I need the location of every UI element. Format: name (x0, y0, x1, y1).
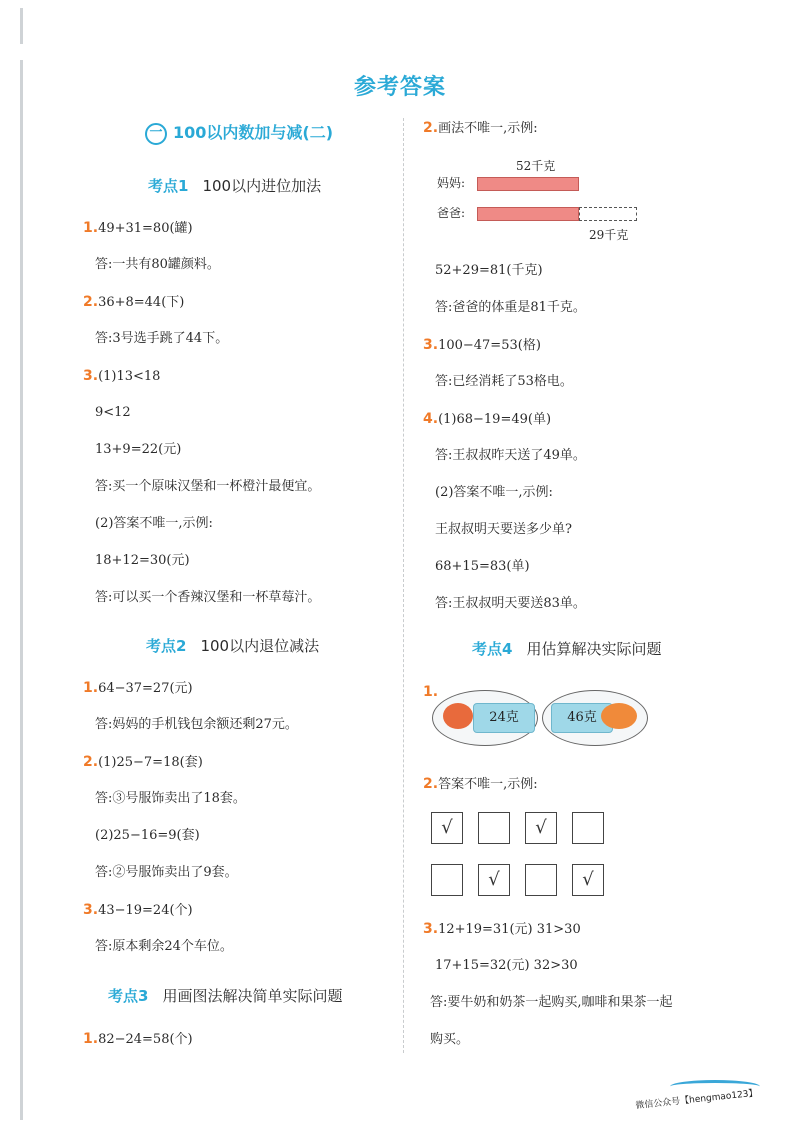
watermark: 微信公众号【hengmao123】 (635, 1088, 759, 1112)
column-divider (403, 118, 404, 1053)
kp2-label: 考点2 (146, 637, 187, 655)
kp1-label: 考点1 (148, 177, 189, 195)
kp3-heading (108, 985, 342, 1006)
answer-line: 4.(1)68−19=49(单) (423, 411, 552, 427)
answer-line: 3.43−19=24(个) (83, 902, 193, 918)
diagram-mom-label: 妈妈: (437, 176, 466, 190)
diagram-bottom-label: 29千克 (589, 228, 629, 242)
empty-box (431, 864, 463, 896)
diagram-top-label: 52千克 (516, 159, 556, 173)
empty-box (525, 864, 557, 896)
chapter-heading (145, 120, 333, 145)
kp4-title: 用估算解决实际问题 (526, 640, 662, 658)
answer-line: 1.64−37=27(元) (83, 680, 193, 696)
answer-line: 答:爸爸的体重是81千克。 (435, 300, 586, 315)
check-box (525, 812, 557, 844)
answer-line: 答:②号服饰卖出了9套。 (95, 865, 238, 880)
answer-line: 1.49+31=80(罐) (83, 220, 193, 236)
kp4-heading (472, 638, 661, 659)
answer-line: 9<12 (95, 405, 131, 420)
dad-bar (477, 207, 579, 221)
answer-line: 68+15=83(单) (435, 559, 530, 574)
answer-line: 2.答案不唯一,示例: (423, 776, 538, 792)
page-title: 参考答案 (353, 75, 446, 100)
check-mark-icon: √ (441, 817, 453, 838)
answer-line: 答:③号服饰卖出了18套。 (95, 791, 246, 806)
fish-oval-2 (542, 690, 648, 746)
answer-line: 3.12+19=31(元) 31>30 (423, 921, 581, 937)
margin-line (20, 60, 23, 1120)
check-mark-icon: √ (582, 869, 594, 890)
answer-line: 3.100−47=53(格) (423, 337, 541, 353)
answer-line: 17+15=32(元) 32>30 (435, 958, 578, 973)
empty-box (572, 812, 604, 844)
answer-line: 18+12=30(元) (95, 553, 190, 568)
answer-line: 答:买一个原味汉堡和一杯橙汁最便宜。 (95, 479, 321, 494)
fish-weight-2: 46克 (551, 703, 613, 733)
mom-bar (477, 177, 579, 191)
chapter-number: 一 (145, 123, 167, 145)
check-mark-icon: √ (488, 869, 500, 890)
answer-line: (2)答案不唯一,示例: (95, 516, 213, 531)
kp3-label: 考点3 (108, 987, 149, 1005)
dad-extra-bar (579, 207, 637, 221)
check-box (431, 812, 463, 844)
answer-line: 2.(1)25−7=18(套) (83, 754, 203, 770)
answer-line: 答:要牛奶和奶茶一起购买,咖啡和果茶一起 (430, 995, 673, 1010)
answer-line: 答:王叔叔明天要送83单。 (435, 596, 586, 611)
answer-line: 答:3号选手跳了44下。 (95, 331, 229, 346)
kp1-heading (148, 175, 321, 196)
check-box (478, 864, 510, 896)
answer-line: 答:原本剩余24个车位。 (95, 939, 233, 954)
answer-line: 52+29=81(千克) (435, 263, 543, 278)
goldfish-icon (601, 703, 637, 729)
answer-line: 13+9=22(元) (95, 442, 182, 457)
kp2-heading (146, 635, 319, 656)
answer-line: 王叔叔明天要送多少单? (435, 522, 572, 537)
diagram-dad-label: 爸爸: (437, 206, 466, 220)
answer-line: 答:妈妈的手机钱包余额还剩27元。 (95, 717, 298, 732)
kp3-title: 用画图法解决简单实际问题 (162, 987, 343, 1005)
answer-line: 答:一共有80罐颜料。 (95, 257, 220, 272)
kp2-title: 100以内退位减法 (200, 637, 320, 655)
kp1-title: 100以内进位加法 (202, 177, 322, 195)
answer-line: 1.82−24=58(个) (83, 1031, 193, 1047)
check-box (572, 864, 604, 896)
answer-line: (2)答案不唯一,示例: (435, 485, 553, 500)
answer-line: 购买。 (430, 1032, 470, 1047)
chapter-title: 100以内数加与减(二) (173, 123, 334, 142)
empty-box (478, 812, 510, 844)
answer-line: 2.36+8=44(下) (83, 294, 185, 310)
answer-line: 2.画法不唯一,示例: (423, 120, 538, 136)
check-mark-icon: √ (535, 817, 547, 838)
answer-line: 答:可以买一个香辣汉堡和一杯草莓汁。 (95, 590, 321, 605)
answer-line: 1. (423, 684, 439, 700)
kp4-label: 考点4 (472, 640, 513, 658)
answer-line: 答:王叔叔昨天送了49单。 (435, 448, 586, 463)
answer-line: 3.(1)13<18 (83, 368, 161, 384)
fish-weight-1: 24克 (473, 703, 535, 733)
answer-line: 答:已经消耗了53格电。 (435, 374, 573, 389)
fish-oval-1 (432, 690, 538, 746)
answer-line: (2)25−16=9(套) (95, 828, 200, 843)
clownfish-icon (443, 703, 473, 729)
margin-line-top (20, 8, 23, 44)
